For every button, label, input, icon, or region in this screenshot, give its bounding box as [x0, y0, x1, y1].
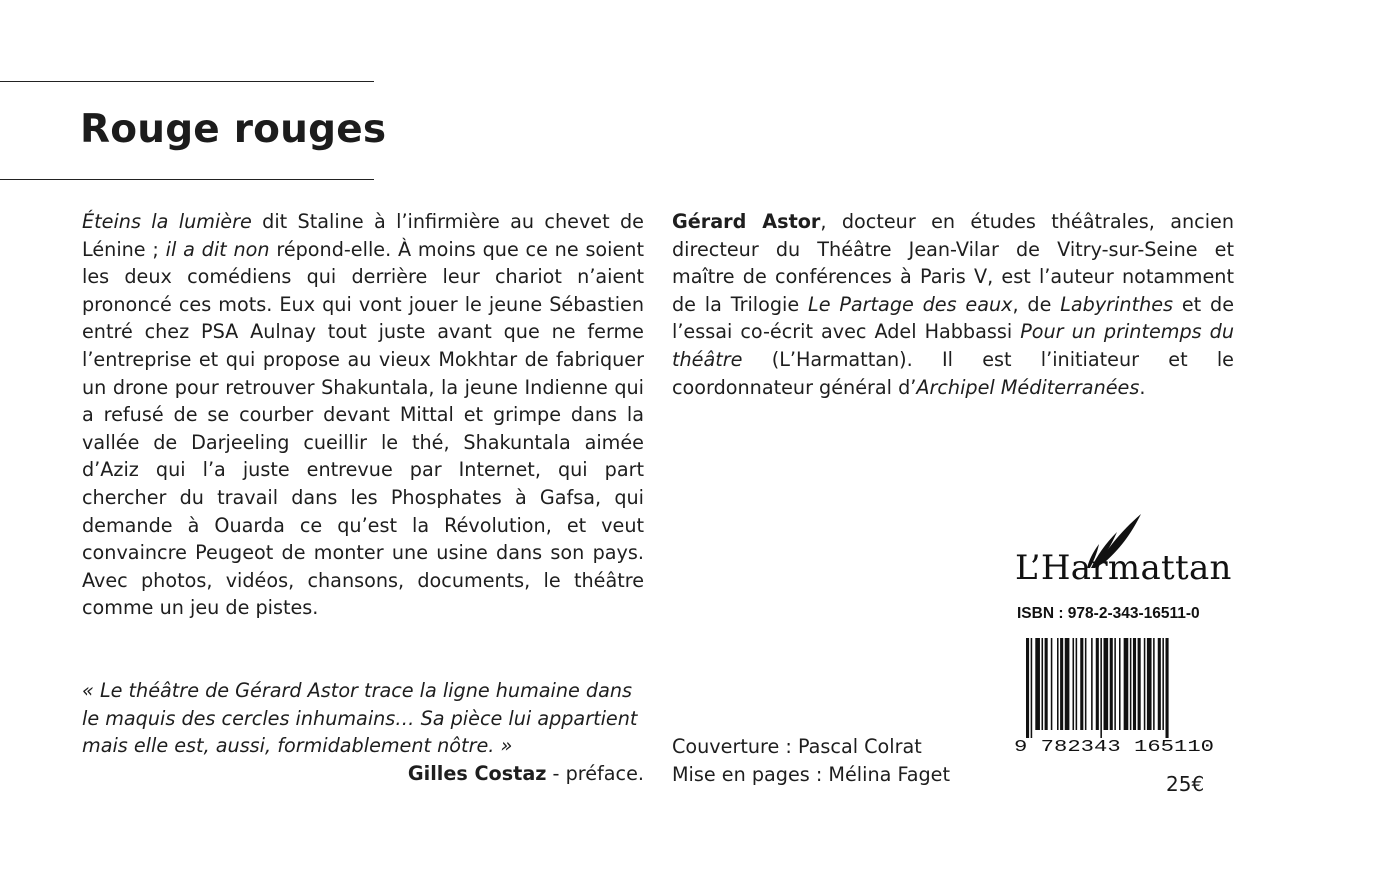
barcode-bars	[1026, 638, 1169, 738]
quote-attribution	[82, 760, 644, 788]
bio-text-5: .	[1139, 375, 1146, 399]
publisher-logo-text: L’Harmattan	[1015, 548, 1232, 588]
book-title: Rouge rouges	[80, 107, 387, 152]
barcode-bar	[1026, 638, 1029, 738]
layout-credit: Mise en pages : Mélina Faget	[672, 762, 951, 786]
barcode-bar	[1158, 638, 1161, 730]
summary-text-2: dit Staline à l’infirmière au chevet de Lénine ;	[82, 210, 644, 261]
barcode-bar	[1138, 638, 1141, 730]
top-rule	[0, 81, 374, 82]
barcode-bar	[1065, 638, 1070, 730]
summary-text-4: répond-elle. À moins que ce ne soient les deux comédiens qui derrière leur chariot n’aient prononcé ces mots. Eux qui vont jouer le jeune Sébastien entré chez PSA Aulnay tout juste avant que ne ferme l’entreprise et qui propose au vieux Mokhtar de fabriquer un drone pour retrouver Shakuntala, la jeune Indienne qui a refusé de se courber devant Mittal et grimpe dans la vallée de Darjeeling cueillir le thé, Shakuntala aimée d’Aziz qui l’a juste entrevue par Internet, qui part chercher du travail dans les Phosphates à Gafsa, qui demande à Ouarda ce qu’est la Révolution, et veut convaincre Peugeot de monter une usine dans son pays. Avec photos, vidéos, chansons, documents, le théâtre comme un jeu de pistes.	[82, 237, 644, 620]
summary-italic-3: il a dit non	[165, 237, 270, 261]
quote-author: Gilles Costaz	[407, 762, 547, 785]
author-name: Gérard Astor	[672, 210, 821, 233]
barcode-bar	[1060, 638, 1063, 730]
barcode-digits: 9 782343 165110	[1014, 738, 1214, 756]
bio-text-4: (L’Harmattan). Il est l’initiateur et le coordonnateur général d’	[672, 347, 1234, 399]
barcode-bar	[1104, 638, 1109, 730]
bio-work-3: Pour un printemps du théâtre	[672, 320, 1234, 371]
summary-text	[82, 208, 644, 622]
barcode-bar	[1153, 638, 1155, 730]
barcode-bar	[1051, 638, 1053, 730]
barcode	[1012, 636, 1220, 756]
barcode-bar	[1114, 638, 1116, 730]
bio-text-2: , de	[1012, 292, 1061, 316]
barcode-bar	[1166, 638, 1169, 738]
barcode-bar	[1130, 638, 1132, 730]
barcode-bar	[1080, 638, 1083, 730]
barcode-bar	[1110, 638, 1113, 730]
barcode-bar	[1076, 638, 1078, 730]
barcode-bar	[1073, 638, 1075, 730]
barcode-bar	[1124, 638, 1129, 730]
author-bio	[672, 208, 1234, 401]
bio-work-2: Labyrinthes	[1060, 292, 1174, 316]
barcode-bar	[1057, 638, 1059, 730]
quote-author-role: - préface.	[546, 762, 644, 785]
bio-work-1: Le Partage des eaux	[808, 292, 1013, 316]
barcode-bar	[1147, 638, 1152, 730]
isbn-label: ISBN : 978-2-343-16511-0	[1017, 605, 1200, 622]
review-quote: « Le théâtre de Gérard Astor trace la ligne humaine dans le maquis des cercles inhumains… Sa pièce lui appartient mais elle est, aussi, formidablement nôtre. »	[82, 679, 638, 758]
bio-text-3: et de l’essai co-écrit avec Adel Habbassi	[672, 292, 1234, 344]
title-underline-rule	[0, 179, 374, 180]
price: 25€	[1166, 772, 1205, 796]
barcode-bar	[1035, 638, 1040, 730]
barcode-bar	[1162, 638, 1164, 730]
barcode-bar	[1031, 638, 1033, 738]
credits	[672, 733, 950, 788]
barcode-bar	[1133, 638, 1136, 730]
barcode-bar	[1045, 638, 1048, 730]
publisher-logo	[1015, 512, 1230, 592]
barcode-bar	[1119, 638, 1121, 730]
barcode-bar	[1144, 638, 1146, 730]
cover-credit: Couverture : Pascal Colrat	[672, 735, 922, 758]
barcode-bar	[1091, 638, 1093, 730]
barcode-bar	[1042, 638, 1044, 730]
summary-italic-1: Éteins la lumière	[82, 210, 252, 233]
barcode-bar	[1085, 638, 1087, 730]
barcode-bar	[1096, 638, 1099, 730]
barcode-bar	[1100, 638, 1102, 738]
bio-work-4: Archipel Méditerranées	[916, 375, 1140, 399]
bio-text-1: , docteur en études théâtrales, ancien directeur du Théâtre Jean-Vilar de Vitry-sur-Seine et maître de conférences à Paris V, est l’auteur notamment de la Trilogie	[672, 210, 1234, 316]
